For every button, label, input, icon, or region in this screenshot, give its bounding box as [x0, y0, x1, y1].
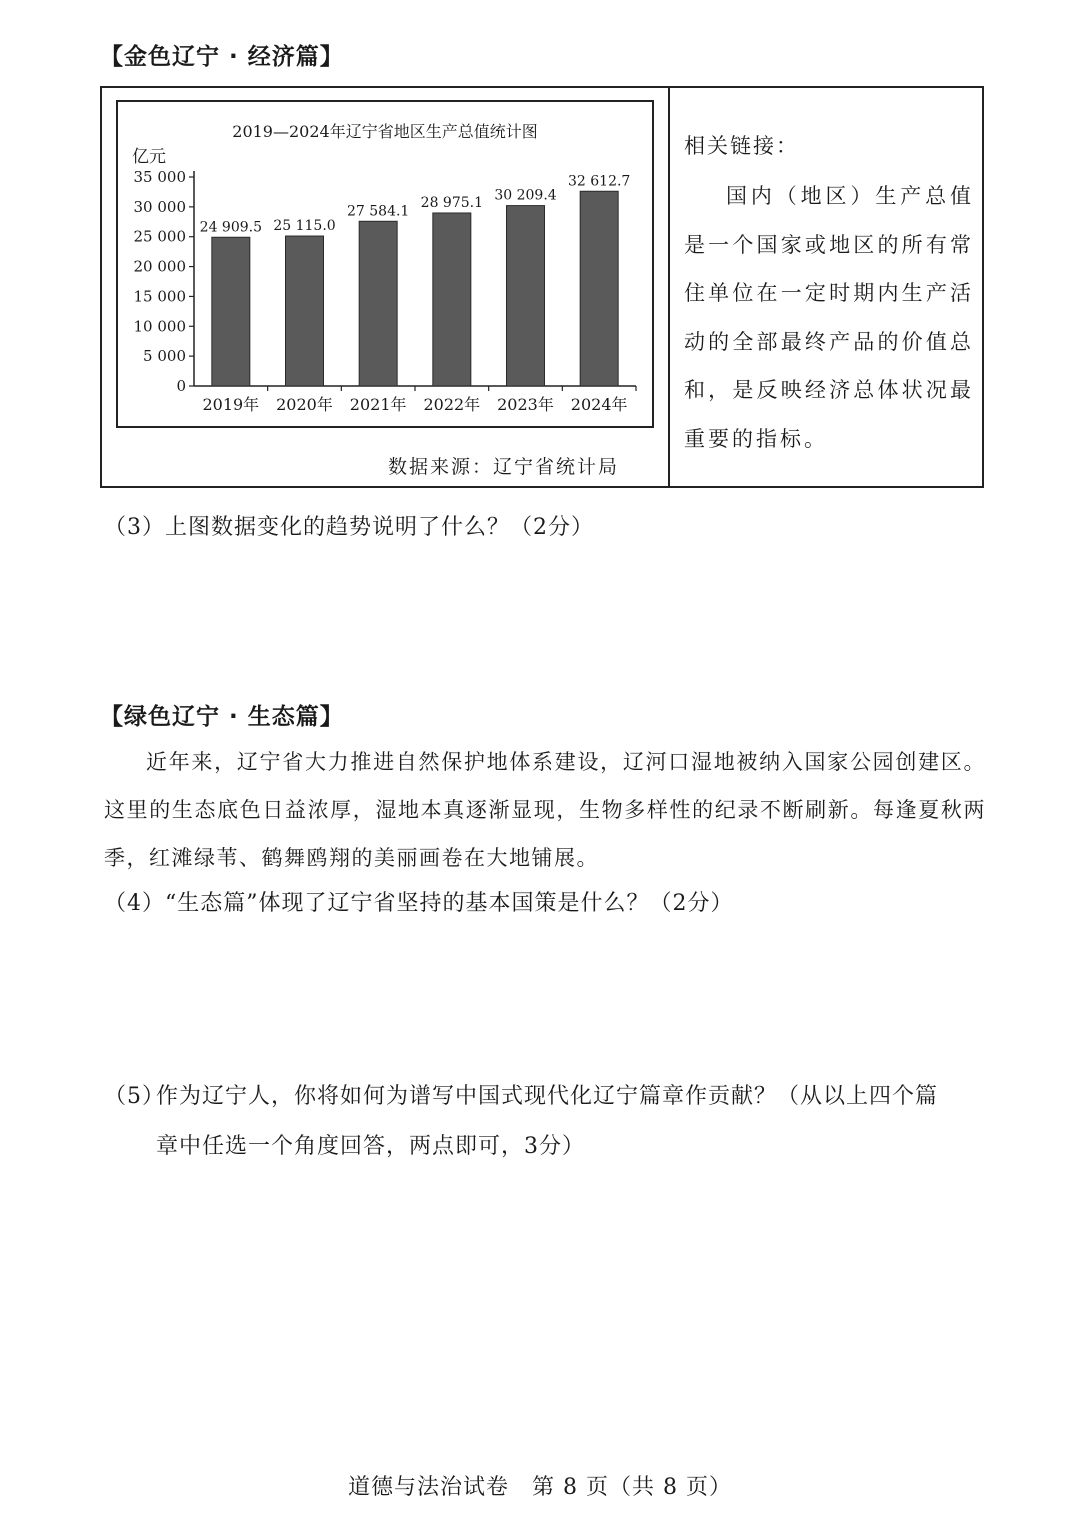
bar	[212, 237, 250, 386]
x-tick-label: 2023年	[497, 395, 554, 414]
ecology-paragraph: 近年来，辽宁省大力推进自然保护地体系建设，辽河口湿地被纳入国家公园创建区。这里的生态底色日益浓厚，湿地本真逐渐显现，生物多样性的纪录不断刷新。每逢夏秋两季，红滩绿苇、鹤舞鸥翔的美丽画卷在大地铺展。	[104, 750, 986, 870]
x-tick-label: 2024年	[570, 395, 628, 414]
bar	[580, 191, 618, 386]
related-link-title: 相关链接：	[684, 134, 799, 158]
question-5-line2: 章中任选一个角度回答，两点即可，3分）	[156, 1134, 585, 1159]
x-tick-label: 2019年	[202, 395, 260, 414]
page-footer: 道德与法治试卷 第 8 页（共 8 页）	[348, 1475, 732, 1500]
frame-divider	[668, 88, 670, 486]
y-tick-label: 35 000	[133, 168, 186, 186]
question-4: （4）“生态篇”体现了辽宁省坚持的基本国策是什么？（2分）	[104, 891, 734, 916]
question-3: （3）上图数据变化的趋势说明了什么？（2分）	[104, 515, 594, 540]
economy-frame	[100, 86, 984, 488]
x-tick-label: 2020年	[276, 395, 333, 414]
y-tick-label: 0	[176, 377, 186, 395]
ecology-heading: 【绿色辽宁 · 生态篇】	[100, 704, 344, 730]
y-tick-label: 25 000	[133, 227, 186, 246]
data-source: 数据来源：辽宁省统计局	[388, 456, 620, 478]
y-tick-label: 15 000	[133, 287, 186, 306]
x-tick-label: 2022年	[423, 395, 481, 414]
y-tick-label: 10 000	[133, 317, 186, 336]
x-tick-label: 2021年	[349, 395, 407, 414]
question-5-number: （5）	[104, 1084, 165, 1109]
bar-value-label: 32 612.7	[567, 173, 631, 190]
question-5	[104, 1072, 986, 1172]
gdp-chart	[116, 100, 654, 428]
y-tick-label: 30 000	[133, 197, 186, 216]
bar	[359, 221, 397, 386]
y-tick-label: 5 000	[143, 347, 186, 366]
question-5-line1: 作为辽宁人，你将如何为谱写中国式现代化辽宁篇章作贡献？（从以上四个篇	[156, 1084, 939, 1109]
gdp-bar-chart	[118, 102, 652, 426]
related-link-text: 国内（地区）生产总值是一个国家或地区的所有常住单位在一定时期内生产活动的全部最终产品的价值总和，是反映经济总体状况最重要的指标。	[684, 184, 974, 451]
y-axis-label: 亿元	[132, 147, 166, 167]
bar-value-label: 27 584.1	[346, 203, 410, 220]
bar	[507, 206, 545, 386]
economy-heading: 【金色辽宁 · 经济篇】	[100, 44, 344, 70]
bar-value-label: 25 115.0	[273, 218, 336, 235]
chart-title: 2019—2024年辽宁省地区生产总值统计图	[232, 122, 538, 141]
bar-value-label: 24 909.5	[199, 219, 263, 236]
y-tick-label: 20 000	[133, 257, 186, 276]
bar-value-label: 28 975.1	[420, 194, 484, 211]
bar	[433, 213, 471, 386]
bar-value-label: 30 209.4	[494, 187, 557, 204]
bar	[286, 236, 324, 386]
